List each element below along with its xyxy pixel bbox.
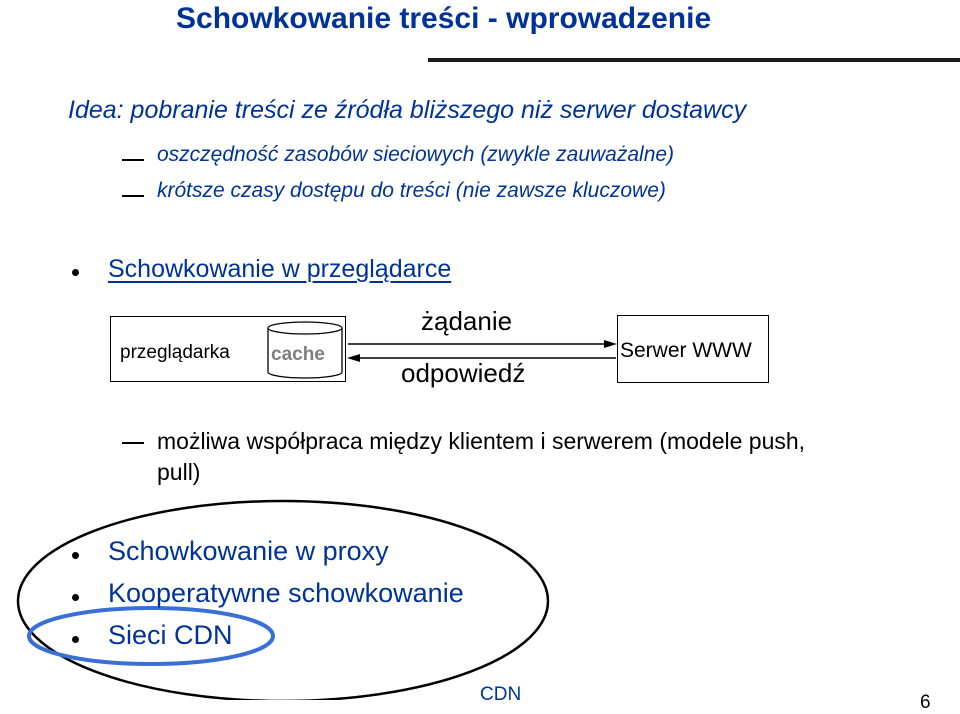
cooperation-text: pull)	[157, 459, 201, 485]
slide-title: Schowkowanie treści - wprowadzenie	[176, 2, 712, 35]
bullet-marker	[72, 594, 79, 601]
page-number: 6	[920, 692, 931, 713]
bullet-marker	[72, 269, 79, 276]
footer-label: CDN	[480, 684, 522, 705]
dash-marker	[122, 159, 144, 161]
title-underline	[428, 58, 960, 62]
bullet-marker	[72, 636, 79, 643]
dash-marker	[122, 442, 144, 444]
cache-label: cache	[271, 344, 325, 365]
bullet-item: Sieci CDN	[108, 620, 233, 650]
request-label: żądanie	[421, 306, 513, 336]
idea-point: oszczędność zasobów sieciowych (zwykle zauważalne)	[157, 143, 675, 166]
browser-caching-heading: Schowkowanie w przeglądarce	[108, 255, 452, 283]
bullet-item: Schowkowanie w proxy	[108, 536, 389, 566]
bullet-marker	[72, 552, 79, 559]
response-label: odpowiedź	[401, 358, 526, 388]
bullet-item: Kooperatywne schowkowanie	[108, 578, 464, 608]
dash-marker	[122, 195, 144, 197]
idea-point: krótsze czasy dostępu do treści (nie zawsze kluczowe)	[157, 179, 666, 202]
cooperation-text: możliwa współpraca między klientem i serwerem (modele push,	[157, 428, 806, 454]
server-label: Serwer WWW	[620, 339, 752, 362]
idea-text: Idea: pobranie treści ze źródła bliższego niż serwer dostawcy	[68, 96, 747, 124]
browser-label: przeglądarka	[120, 342, 230, 363]
